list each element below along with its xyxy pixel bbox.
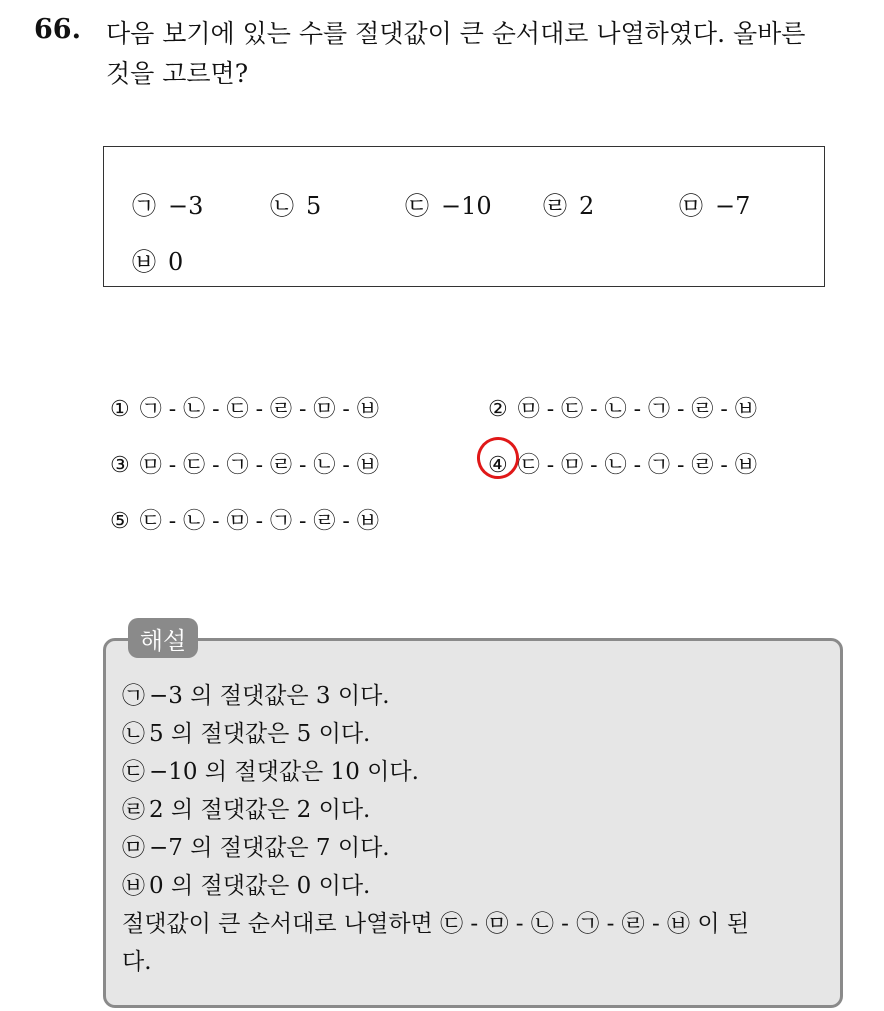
choice-sequence: ㉤ - ㉢ - ㉠ - ㉣ - ㉡ - ㉥ <box>139 453 379 478</box>
bogi-mark: ㉢ <box>405 192 429 220</box>
question-line-1: 다음 보기에 있는 수를 절댓값이 큰 순서대로 나열하였다. 올바른 <box>106 19 806 48</box>
bogi-value: 2 <box>579 192 595 220</box>
bogi-value: 0 <box>168 248 184 276</box>
bogi-mark: ㉤ <box>679 192 703 220</box>
explanation-text: 0 의 절댓값은 0 이다. <box>149 873 371 899</box>
bogi-value: −10 <box>441 192 492 220</box>
explanation-summary-line-1: 절댓값이 큰 순서대로 나열하면 ㉢ - ㉤ - ㉡ - ㉠ - ㉣ - ㉥ 이 된 <box>122 911 750 937</box>
choice-1[interactable] <box>110 392 379 423</box>
bogi-item <box>405 186 492 221</box>
explanation-line <box>122 867 370 900</box>
explanation-summary-line-2: 다. <box>122 949 152 975</box>
explanation-mark: ㉢ <box>122 759 145 785</box>
explanation-line <box>122 715 370 748</box>
bogi-value: −7 <box>715 192 751 220</box>
explanation-line <box>122 829 390 862</box>
choice-number: ③ <box>110 453 130 478</box>
choice-number: ② <box>488 397 508 422</box>
explanation-mark: ㉠ <box>122 683 145 709</box>
question-text <box>106 14 876 94</box>
explanation-line <box>122 791 370 824</box>
choice-4[interactable] <box>488 448 757 479</box>
choice-2[interactable] <box>488 392 757 423</box>
bogi-mark: ㉠ <box>132 192 156 220</box>
explanation-text: 5 의 절댓값은 5 이다. <box>149 721 371 747</box>
explanation-mark: ㉤ <box>122 835 145 861</box>
choice-3[interactable] <box>110 448 379 479</box>
bogi-item <box>132 186 203 221</box>
bogi-item <box>543 186 594 221</box>
explanation-text: −7 의 절댓값은 7 이다. <box>149 835 390 861</box>
bogi-value: −3 <box>168 192 204 220</box>
bogi-item <box>270 186 321 221</box>
choice-sequence: ㉠ - ㉡ - ㉢ - ㉣ - ㉤ - ㉥ <box>139 397 379 422</box>
question-line-2: 것을 고르면? <box>106 59 249 88</box>
explanation-text: 2 의 절댓값은 2 이다. <box>149 797 371 823</box>
choice-number: ① <box>110 397 130 422</box>
explanation-mark: ㉣ <box>122 797 145 823</box>
bogi-value: 5 <box>306 192 322 220</box>
bogi-mark: ㉥ <box>132 248 156 276</box>
explanation-tag: 해설 <box>128 618 198 658</box>
choice-number: ⑤ <box>110 509 130 534</box>
choice-sequence: ㉢ - ㉡ - ㉤ - ㉠ - ㉣ - ㉥ <box>139 509 379 534</box>
explanation-mark: ㉡ <box>122 721 145 747</box>
explanation-text: −10 의 절댓값은 10 이다. <box>149 759 419 785</box>
bogi-item <box>679 186 750 221</box>
choice-sequence: ㉤ - ㉢ - ㉡ - ㉠ - ㉣ - ㉥ <box>517 397 757 422</box>
choice-sequence: ㉢ - ㉤ - ㉡ - ㉠ - ㉣ - ㉥ <box>517 453 757 478</box>
explanation-line <box>122 677 390 710</box>
explanation-line <box>122 753 419 786</box>
explanation-text: −3 의 절댓값은 3 이다. <box>149 683 390 709</box>
bogi-mark: ㉡ <box>270 192 294 220</box>
bogi-mark: ㉣ <box>543 192 567 220</box>
explanation-mark: ㉥ <box>122 873 145 899</box>
question-number: 66. <box>34 14 81 45</box>
bogi-item <box>132 242 183 277</box>
choice-5[interactable] <box>110 504 379 535</box>
choice-number: ④ <box>488 453 508 478</box>
